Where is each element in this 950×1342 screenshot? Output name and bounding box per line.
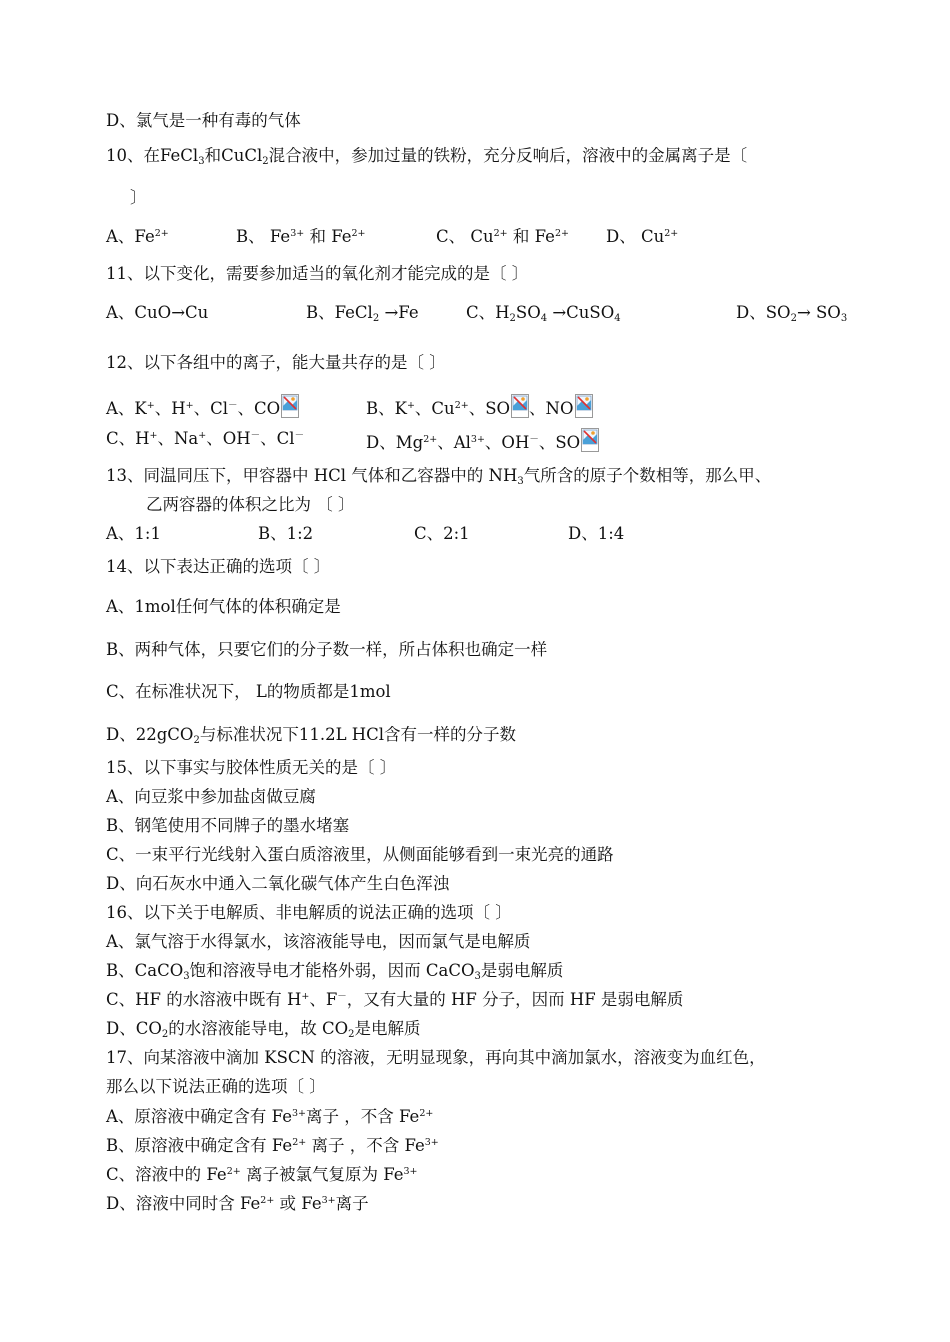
q17-stem-line1: 17、向某溶液中滴加 KSCN 的溶液，无明显现象，再向其中滴加氯水，溶液变为血红色， (106, 1048, 766, 1067)
q12-options-ab (0, 394, 950, 420)
q13-stem-line1: 13、同温同压下，甲容器中 HCl 气体和乙容器中的 $NH_3$气所含的原子个数相等，那么甲、 (106, 466, 772, 487)
q11-option-c: C、$H_2SO_4$ →CuSO$_4$ (466, 303, 621, 324)
q10-stem: 10、在FeCl$_3$和CuCl$_2$混合液中，参加过量的铁粉，充分反响后，溶液中的金属离子是〔 (106, 146, 748, 167)
q14-option-a: A、1mol任何气体的体积确定是 (106, 597, 341, 616)
q14-option-c: C、在标准状况下， L的物质都是1mol (106, 682, 391, 701)
q17-option-b: B、原溶液中确定含有 $Fe^{2+}$ 离子 ，不含 $Fe^{3+}$ (106, 1136, 439, 1155)
q16-option-b: B、CaCO$_3$饱和溶液导电才能格外弱，因而 CaCO$_3$是弱电解质 (106, 961, 564, 982)
q13-option-b: B、1:2 (258, 524, 314, 543)
q14-option-d: D、22gCO$_2$与标准状况下11.2L HCl含有一样的分子数 (106, 725, 517, 746)
q16-stem: 16、以下关于电解质、非电解质的说法正确的选项〔 〕 (106, 903, 512, 922)
q10-stem-close: 〕 (130, 188, 147, 207)
q10-option-d: D、 $Cu^{2+}$ (606, 227, 679, 246)
broken-image-icon (281, 394, 299, 418)
broken-image-icon (511, 394, 529, 418)
q12-option-d: D、$Mg^{2+}$、$Al^{3+}$、OH－、SO (366, 428, 599, 454)
q14-option-b: B、两种气体，只要它们的分子数一样，所占体积也确定一样 (106, 640, 548, 659)
q15-option-c: C、一束平行光线射入蛋白质溶液里，从侧面能够看到一束光亮的通路 (106, 845, 614, 864)
q17-option-c: C、溶液中的 $Fe^{2+}$ 离子被氯气复原为 $Fe^{3+}$ (106, 1165, 418, 1184)
q17-stem-line2: 那么以下说法正确的选项〔 〕 (106, 1077, 326, 1096)
q17-option-a: A、原溶液中确定含有 $Fe^{3+}$离子 ，不含 $Fe^{2+}$ (106, 1107, 434, 1126)
q10-option-b: B、 $Fe^{3+}$ 和 $Fe^{2+}$ (236, 227, 366, 246)
q15-option-d: D、向石灰水中通入二氧化碳气体产生白色浑浊 (106, 874, 450, 893)
q12-options-cd (0, 428, 950, 454)
q11-option-b: B、FeCl$_2$ →Fe (306, 303, 419, 324)
q11-stem: 11、以下变化，需要参加适当的氧化剂才能完成的是〔 〕 (106, 264, 529, 283)
q10-option-c: C、 $Cu^{2+}$ 和 $Fe^{2+}$ (436, 227, 569, 246)
q13-options (0, 523, 950, 545)
q16-option-c: C、HF 的水溶液中既有 H+、F－，又有大量的 HF 分子，因而 HF 是弱电解质 (106, 990, 684, 1009)
q17-option-d: D、溶液中同时含 $Fe^{2+}$ 或 $Fe^{3+}$离子 (106, 1194, 369, 1213)
q13-option-d: D、1:4 (568, 524, 625, 543)
q12-stem: 12、以下各组中的离子，能大量共存的是〔 〕 (106, 353, 446, 372)
broken-image-icon (575, 394, 593, 418)
q12-option-b: B、K+、$Cu^{2+}$、SO 、NO (366, 394, 593, 420)
q11-option-a: A、CuO→Cu (106, 303, 209, 322)
q12-option-c: C、H+、Na+、OH－、Cl－ (106, 429, 305, 448)
q13-stem-line2: 乙两容器的体积之比为 〔 〕 (146, 495, 355, 514)
q16-option-d: D、$CO_2$的水溶液能导电，故 $CO_2$是电解质 (106, 1019, 421, 1040)
broken-image-icon (581, 428, 599, 452)
q12-option-a: A、K+、H+、Cl－、CO (106, 394, 299, 420)
q15-option-a: A、向豆浆中参加盐卤做豆腐 (106, 787, 316, 806)
q11-option-d: D、$SO_2\to SO_3$ (736, 303, 848, 324)
q10-options (0, 226, 950, 248)
q14-stem: 14、以下表达正确的选项〔 〕 (106, 557, 331, 576)
q10-option-a: A、$Fe^{2+}$ (106, 227, 169, 246)
q15-stem: 15、以下事实与胶体性质无关的是〔 〕 (106, 758, 397, 777)
q16-option-a: A、氯气溶于水得氯水，该溶液能导电，因而氯气是电解质 (106, 932, 531, 951)
q13-option-c: C、2:1 (414, 524, 470, 543)
q15-option-b: B、钢笔使用不同牌子的墨水堵塞 (106, 816, 350, 835)
q11-options (0, 302, 950, 324)
q9-option-d: D、氯气是一种有毒的气体 (106, 111, 301, 130)
q13-option-a: A、1:1 (106, 524, 161, 543)
